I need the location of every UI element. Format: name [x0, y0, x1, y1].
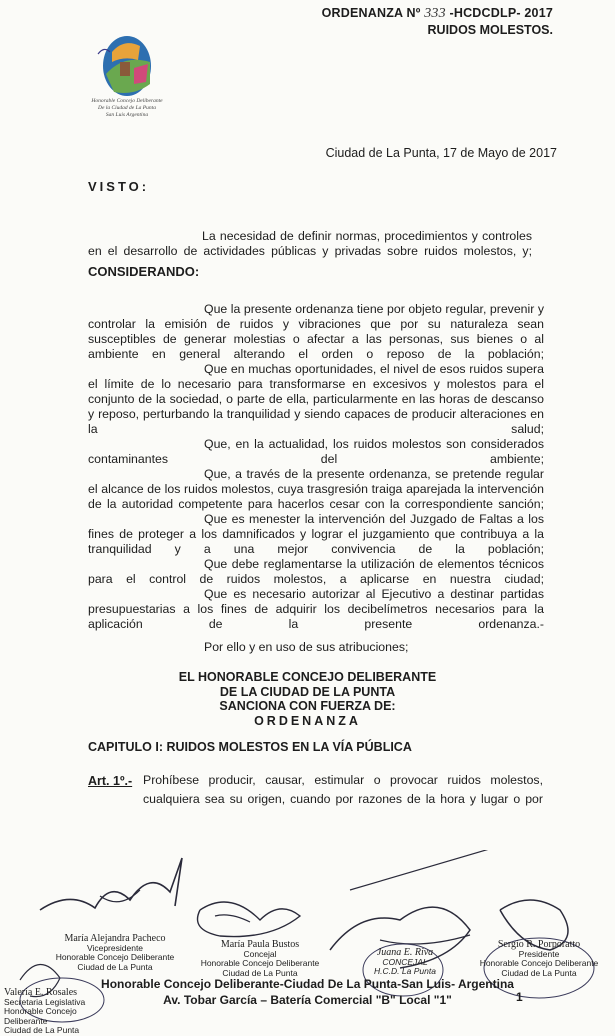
signatory-pacheco: [50, 934, 180, 972]
considerando-heading: CONSIDERANDO:: [88, 264, 200, 279]
signatory-role: Vicepresidente: [86, 942, 144, 953]
signatory-org: Ciudad de La Punta: [501, 967, 577, 978]
chapter-heading: CAPITULO I: RUIDOS MOLESTOS EN LA VÍA PÚBLICA: [88, 740, 412, 754]
signatory-org: Honorable Concejo Deliberante: [4, 1006, 77, 1026]
ordinance-prefix: ORDENANZA Nº: [321, 6, 421, 20]
signatory-bustos: [200, 940, 320, 978]
signatory-role: Presidente: [518, 948, 560, 959]
signatory-org: Honorable Concejo Deliberante: [479, 958, 599, 968]
logo-caption: [72, 98, 182, 119]
ordinance-subject: RUIDOS MOLESTOS.: [427, 23, 553, 37]
resolution-heading: [0, 670, 615, 728]
resolution-line: DE LA CIUDAD DE LA PUNTA: [219, 684, 396, 699]
page-number: 1: [516, 990, 523, 1004]
visto-text: La necesidad de definir normas, procedimientos y controles en el desarrollo de actividades públicas y privadas sobre ruidos molestos, y;: [88, 229, 532, 258]
article-text-line1: Prohíbese producir, causar, estimular o provocar ruidos molestos,: [143, 773, 543, 787]
considerando-paragraph: Que es necesario autorizar al Ejecutivo a destinar partidas presupuestarias a los fines de adquirir los decibelímetros necesarios para la aplicación de la presente ordenanza.-: [88, 587, 544, 631]
signatory-name: María Paula Bustos: [220, 939, 300, 950]
signatory-org: Honorable Concejo Deliberante: [55, 952, 175, 962]
considerando-paragraph: Que la presente ordenanza tiene por objeto regular, prevenir y controlar la emisión de ruidos y vibraciones que por su naturaleza sean susceptibles de generar molestias o afectar a las personas, sus bienes o al ambiente en general alterando el orden o reposo de la población;: [88, 302, 544, 361]
logo-caption-line: De la Ciudad de La Punta: [98, 105, 156, 111]
signatory-org: H.C.D. La Punta: [374, 966, 436, 976]
considerando-paragraph: Que debe reglamentarse la utilización de elementos técnicos para el control de ruidos molestos, a aplicarse en nuestra ciudad;: [88, 557, 544, 586]
signatory-porporatto: [474, 940, 604, 978]
signatory-riva: [360, 948, 450, 977]
considerando-body: [88, 302, 544, 632]
signatory-name: María Alejandra Pacheco: [64, 933, 166, 944]
considerando-paragraph: Que es menester la intervención del Juzgado de Faltas a los fines de proteger a los damnificados y lograr el juzgamiento que contribuya a la tranquilidad y a una mejor convivencia de la población;: [88, 512, 544, 556]
signatory-role: CONCEJAL: [382, 956, 428, 967]
ordinance-number-header: [322, 6, 553, 22]
signatory-role: Secretaria Legislativa: [4, 996, 86, 1007]
logo-caption-line: San Luis Argentina: [105, 112, 149, 118]
considerando-paragraph: Que, en la actualidad, los ruidos molestos son considerados contaminantes del ambiente;: [88, 437, 544, 466]
visto-paragraph: [88, 229, 532, 259]
logo-caption-line: Honorable Concejo Deliberante: [91, 98, 163, 104]
por-ello-line: Por ello y en uso de sus atribuciones;: [204, 640, 409, 654]
document-date: Ciudad de La Punta, 17 de Mayo de 2017: [325, 146, 557, 160]
signatory-org: Ciudad de La Punta: [4, 1025, 80, 1035]
considerando-paragraph: Que, a través de la presente ordenanza, se pretende regular el alcance de los ruidos molestos, cuya trasgresión traiga aparejada la intervención de la autoridad competente para hacerlos cesar con la correspondiente sanción;: [88, 467, 544, 511]
signatory-org: Ciudad de La Punta: [77, 961, 153, 972]
signatory-org: Honorable Concejo Deliberante: [200, 958, 320, 968]
footer-line: Honorable Concejo Deliberante-Ciudad De La Punta-San Luis- Argentina: [101, 977, 514, 991]
visto-heading: VISTO:: [88, 179, 150, 194]
resolution-line: EL HONORABLE CONCEJO DELIBERANTE: [178, 670, 437, 684]
ordinance-handwritten-number: 333: [424, 6, 446, 21]
ordinance-suffix: -HCDCDLP- 2017: [449, 6, 553, 20]
article-text-line2: cualquiera sea su origen, cuando por razones de la hora y lugar o por: [143, 792, 543, 806]
resolution-line: ORDENANZA: [254, 713, 361, 728]
considerando-paragraph: Que en muchas oportunidades, el nivel de esos ruidos supera el límite de lo necesario para transformarse en excesivos y molestos para el conjunto de la sociedad, o parte de ella, particularmente en las horas de descanso y reposo, perturbando la tranquilidad y siendo capaces de producir alteraciones en la salud;: [88, 362, 544, 436]
footer-line: Av. Tobar García – Batería Comercial "B" Local "1": [163, 993, 452, 1007]
signatory-role: Concejal: [243, 948, 277, 959]
signatory-name: Sergio R. Porporatto: [497, 939, 581, 950]
signatory-name: Juana E. Riva: [376, 947, 434, 958]
article-label: Art. 1º.-: [88, 774, 133, 788]
signatory-org: Ciudad de La Punta: [222, 967, 298, 978]
resolution-line: SANCIONA CON FUERZA DE:: [219, 699, 396, 713]
signatory-name: Valeria E. Rosales: [4, 987, 78, 998]
